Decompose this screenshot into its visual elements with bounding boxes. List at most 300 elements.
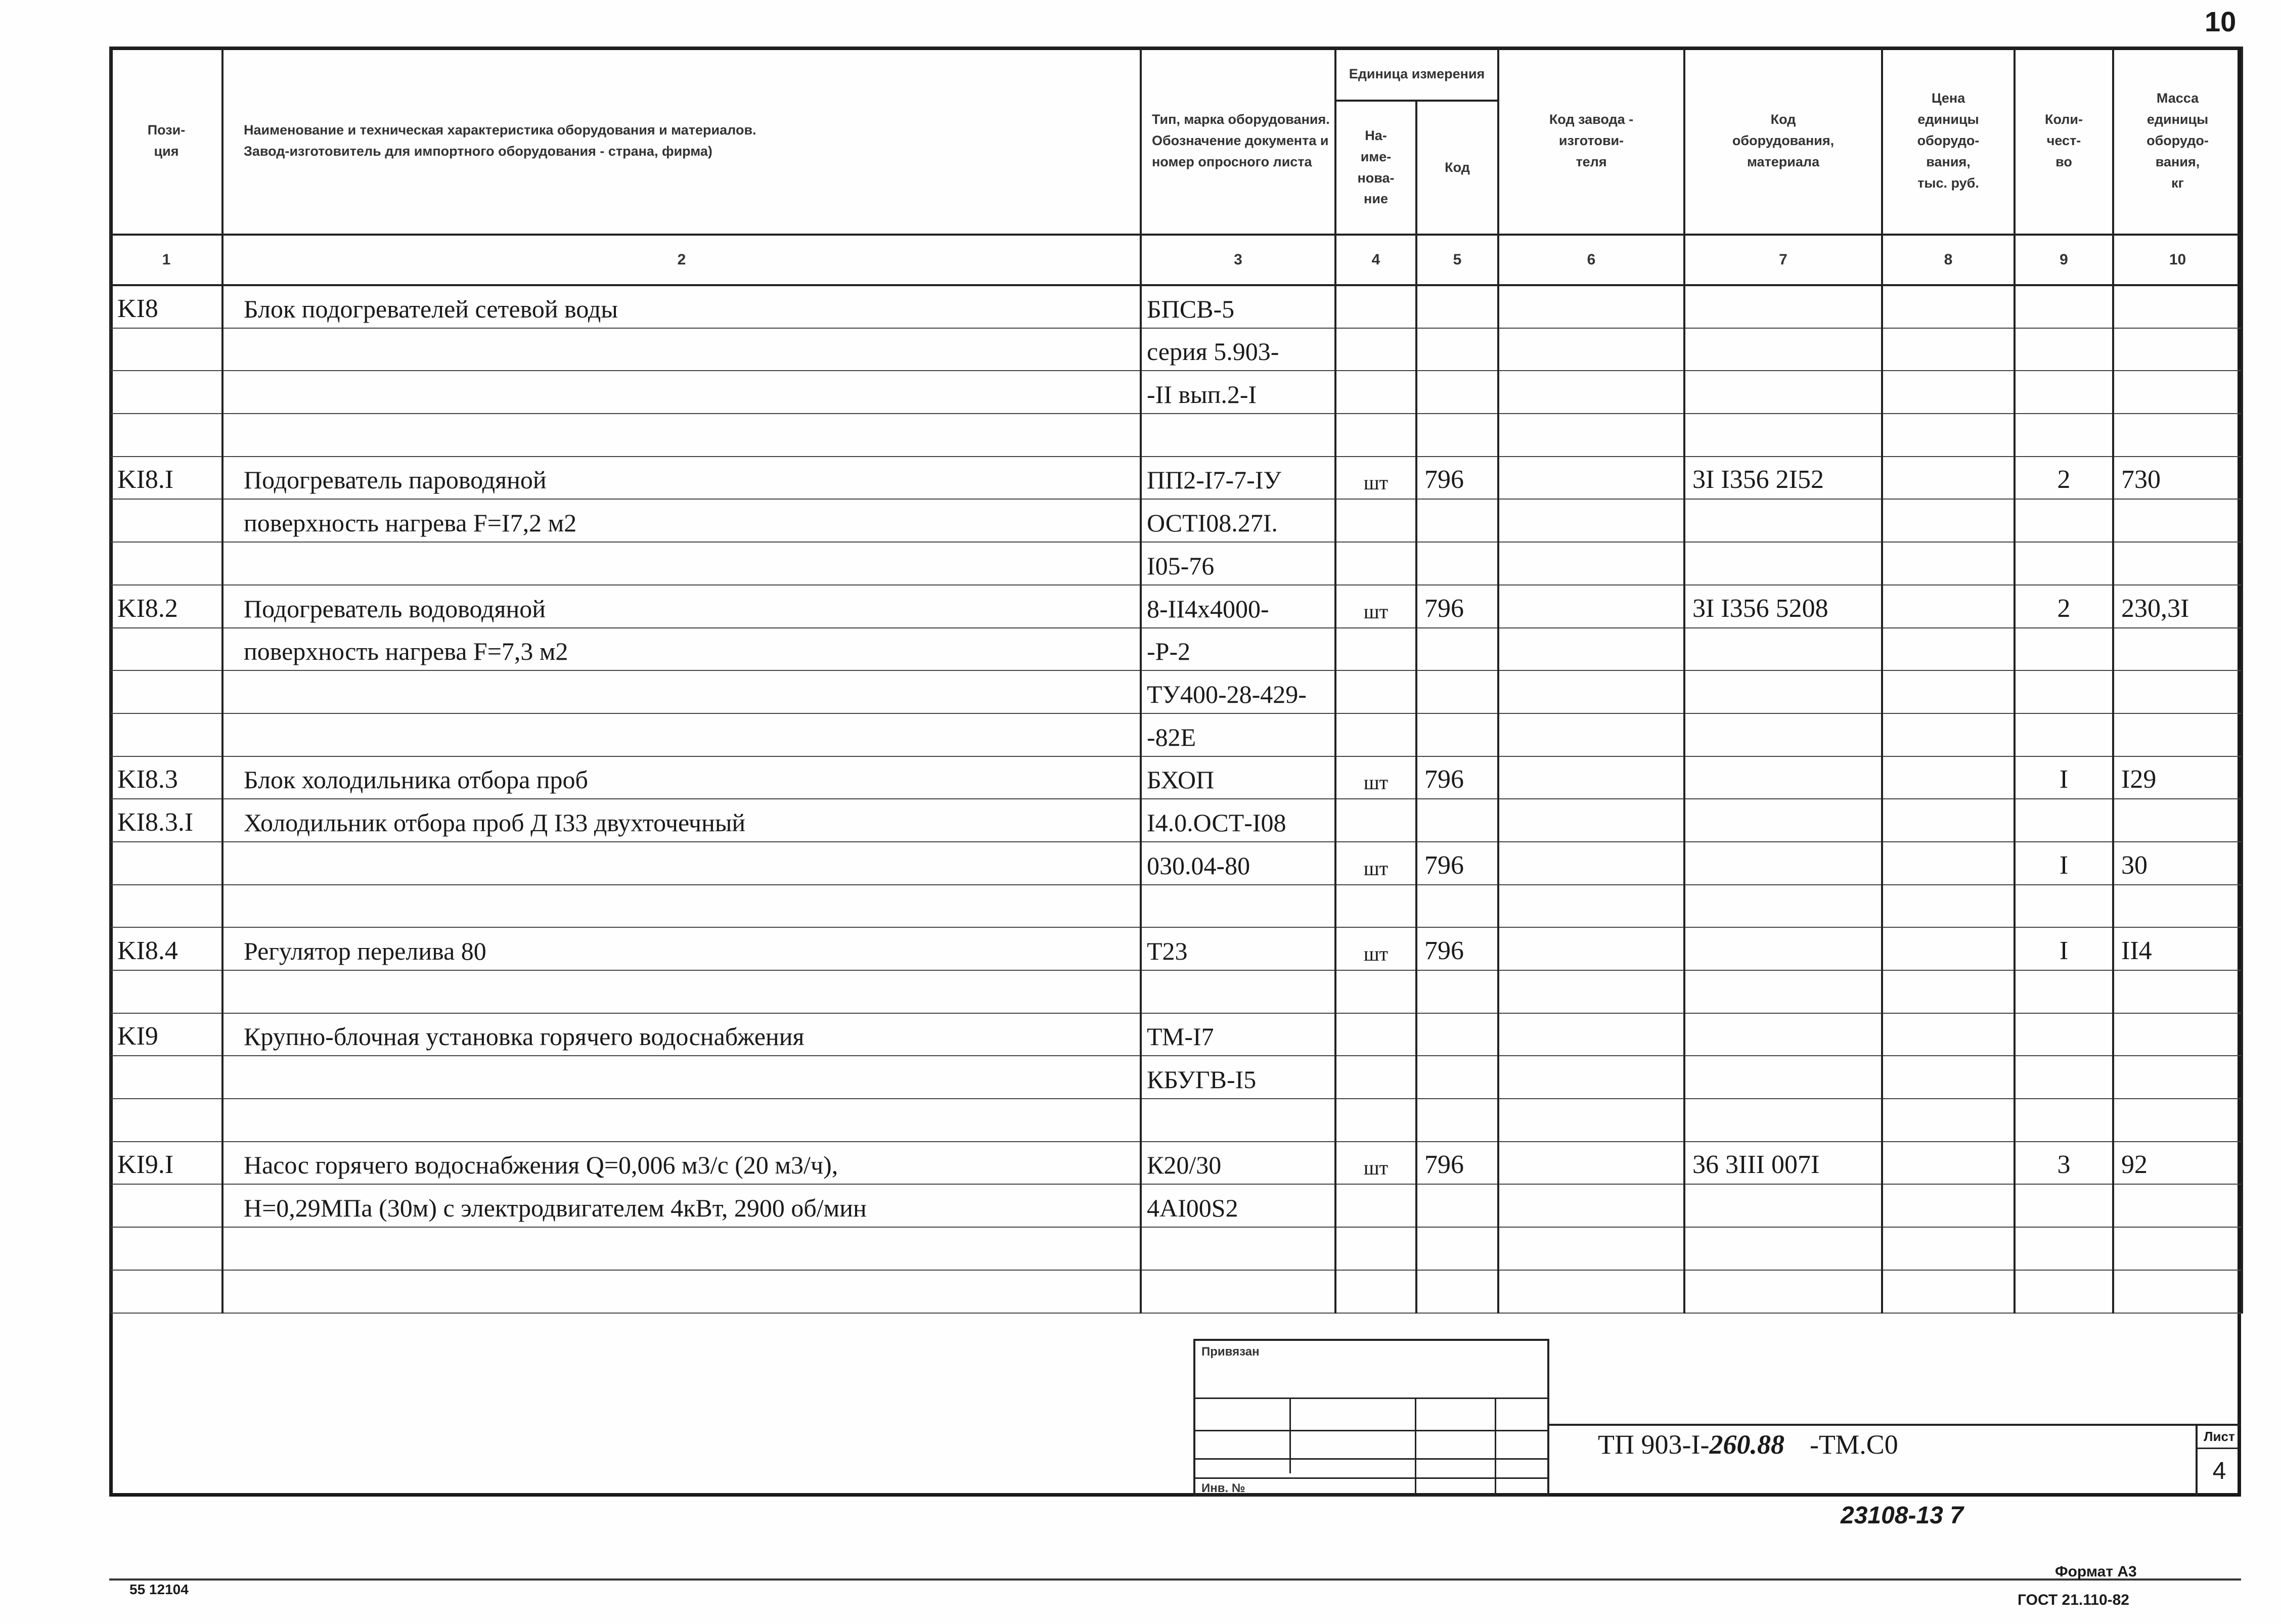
cell-name <box>222 1056 1141 1099</box>
cell-price <box>1882 414 2015 457</box>
header-name: Наименование и техническая характеристика оборудования и материалов. Завод-изготовитель для импортного оборудования - страна, фирма) <box>222 48 1141 235</box>
cell-name <box>222 371 1141 414</box>
cell-mass <box>2113 1013 2242 1056</box>
cell-maker-code <box>1498 457 1684 500</box>
column-number: 9 <box>2015 235 2113 285</box>
cell-name: Регулятор перелива 80 <box>222 927 1141 970</box>
cell-position <box>110 1056 222 1099</box>
cell-quantity: I <box>2015 756 2113 799</box>
cell-name <box>222 885 1141 928</box>
cell-price <box>1882 713 2015 756</box>
cell-type: ПП2-I7-7-IУ <box>1141 457 1335 500</box>
inventory-number: 23108-13 7 <box>1841 1502 1963 1529</box>
cell-maker-code <box>1498 756 1684 799</box>
cell-type: Т23 <box>1141 927 1335 970</box>
cell-quantity <box>2015 499 2113 542</box>
cell-quantity <box>2015 799 2113 842</box>
cell-unit-code <box>1416 799 1498 842</box>
cell-unit-name <box>1335 371 1416 414</box>
cell-quantity: 2 <box>2015 585 2113 628</box>
cell-maker-code <box>1498 885 1684 928</box>
cell-maker-code <box>1498 585 1684 628</box>
cell-quantity <box>2015 1227 2113 1270</box>
cell-type: ОСТI08.27I. <box>1141 499 1335 542</box>
cell-maker-code <box>1498 1099 1684 1142</box>
title-divider <box>1549 1424 2241 1426</box>
cell-name: Блок подогревателей сетевой воды <box>222 285 1141 328</box>
cell-price <box>1882 328 2015 371</box>
cell-unit-code <box>1416 499 1498 542</box>
cell-position: KI8.3.I <box>110 799 222 842</box>
table-row <box>110 585 2242 628</box>
cell-type: I4.0.ОСТ-I08 <box>1141 799 1335 842</box>
cell-price <box>1882 1056 2015 1099</box>
cell-unit-code <box>1416 1099 1498 1142</box>
cell-equipment-code <box>1684 756 1882 799</box>
cell-type <box>1141 1227 1335 1270</box>
cell-name: поверхность нагрева F=I7,2 м2 <box>222 499 1141 542</box>
cell-name <box>222 970 1141 1013</box>
cell-quantity <box>2015 628 2113 671</box>
cell-maker-code <box>1498 628 1684 671</box>
bottom-rule <box>109 1578 2241 1581</box>
document-code <box>1598 1429 1898 1460</box>
table-row <box>110 1056 2242 1099</box>
cell-quantity <box>2015 285 2113 328</box>
cell-name <box>222 670 1141 713</box>
table-row <box>110 670 2242 713</box>
cell-unit-name <box>1335 799 1416 842</box>
cell-position <box>110 1270 222 1313</box>
cell-name <box>222 1270 1141 1313</box>
cell-unit-name <box>1335 328 1416 371</box>
cell-equipment-code <box>1684 713 1882 756</box>
cell-position <box>110 713 222 756</box>
cell-price <box>1882 970 2015 1013</box>
cell-maker-code <box>1498 328 1684 371</box>
cell-position: KI8.2 <box>110 585 222 628</box>
cell-mass <box>2113 1270 2242 1313</box>
cell-unit-name: шт <box>1335 927 1416 970</box>
cell-quantity <box>2015 713 2113 756</box>
table-row <box>110 628 2242 671</box>
cell-equipment-code: 3I I356 5208 <box>1684 585 1882 628</box>
cell-maker-code <box>1498 414 1684 457</box>
doc-code-prefix: ТП 903-I- <box>1598 1429 1710 1460</box>
gost-label: ГОСТ 21.110-82 <box>2018 1592 2129 1608</box>
cell-equipment-code: 36 3III 007I <box>1684 1142 1882 1185</box>
table-row <box>110 1142 2242 1185</box>
cell-maker-code <box>1498 1184 1684 1227</box>
cell-position <box>110 414 222 457</box>
cell-unit-code <box>1416 885 1498 928</box>
cell-maker-code <box>1498 542 1684 585</box>
cell-maker-code <box>1498 371 1684 414</box>
cell-type: 4АI00S2 <box>1141 1184 1335 1227</box>
cell-name <box>222 1099 1141 1142</box>
cell-maker-code <box>1498 713 1684 756</box>
header-unit-group: Единица измерения <box>1335 48 1498 101</box>
cell-price <box>1882 1227 2015 1270</box>
cell-quantity <box>2015 328 2113 371</box>
sheet-number: 4 <box>2212 1458 2226 1484</box>
cell-unit-name <box>1335 1270 1416 1313</box>
cell-equipment-code <box>1684 414 1882 457</box>
cell-mass <box>2113 628 2242 671</box>
cell-unit-code <box>1416 1270 1498 1313</box>
cell-name <box>222 842 1141 885</box>
table-row <box>110 885 2242 928</box>
cell-quantity: 3 <box>2015 1142 2113 1185</box>
cell-position <box>110 328 222 371</box>
cell-unit-code <box>1416 285 1498 328</box>
header-type: Тип, марка оборудования. Обозначение документа и номер опросного листа <box>1141 48 1335 235</box>
cell-unit-name <box>1335 628 1416 671</box>
cell-maker-code <box>1498 285 1684 328</box>
cell-quantity: I <box>2015 927 2113 970</box>
cell-position <box>110 842 222 885</box>
cell-mass: 92 <box>2113 1142 2242 1185</box>
cell-position <box>110 371 222 414</box>
page-number-top: 10 <box>2205 6 2237 37</box>
doc-code-suffix: -ТМ.С0 <box>1809 1429 1898 1460</box>
cell-price <box>1882 499 2015 542</box>
cell-quantity <box>2015 670 2113 713</box>
cell-unit-code <box>1416 628 1498 671</box>
cell-quantity <box>2015 371 2113 414</box>
cell-equipment-code <box>1684 670 1882 713</box>
cell-unit-code: 796 <box>1416 457 1498 500</box>
cell-equipment-code <box>1684 927 1882 970</box>
table-row <box>110 799 2242 842</box>
column-number: 7 <box>1684 235 1882 285</box>
cell-position <box>110 670 222 713</box>
cell-mass: I29 <box>2113 756 2242 799</box>
cell-type <box>1141 1099 1335 1142</box>
cell-maker-code <box>1498 1270 1684 1313</box>
cell-unit-name <box>1335 1013 1416 1056</box>
cell-type: К20/30 <box>1141 1142 1335 1185</box>
cell-price <box>1882 670 2015 713</box>
cell-maker-code <box>1498 1227 1684 1270</box>
cell-price <box>1882 628 2015 671</box>
cell-equipment-code <box>1684 1099 1882 1142</box>
format-label: Формат А3 <box>2055 1563 2137 1580</box>
cell-maker-code <box>1498 842 1684 885</box>
cell-position <box>110 970 222 1013</box>
cell-unit-code <box>1416 542 1498 585</box>
cell-position: KI8.I <box>110 457 222 500</box>
table-row <box>110 842 2242 885</box>
cell-maker-code <box>1498 670 1684 713</box>
cell-position <box>110 1184 222 1227</box>
cell-unit-name <box>1335 499 1416 542</box>
cell-mass <box>2113 1184 2242 1227</box>
header-mass: Масса единицы оборудо- вания, кг <box>2113 48 2242 235</box>
cell-maker-code <box>1498 799 1684 842</box>
cell-mass <box>2113 799 2242 842</box>
cell-unit-name <box>1335 1227 1416 1270</box>
cell-unit-code: 796 <box>1416 842 1498 885</box>
cell-type: -82Е <box>1141 713 1335 756</box>
cell-position: KI9.I <box>110 1142 222 1185</box>
cell-unit-code <box>1416 414 1498 457</box>
cell-type <box>1141 1270 1335 1313</box>
cell-quantity <box>2015 1184 2113 1227</box>
cell-mass <box>2113 885 2242 928</box>
cell-mass <box>2113 713 2242 756</box>
header-maker-code: Код завода - изготови- теля <box>1498 48 1684 235</box>
table-row <box>110 414 2242 457</box>
cell-unit-name <box>1335 713 1416 756</box>
cell-unit-name <box>1335 542 1416 585</box>
sheet-box <box>2196 1424 2241 1497</box>
table-row <box>110 713 2242 756</box>
cell-mass <box>2113 1227 2242 1270</box>
column-number: 5 <box>1416 235 1498 285</box>
cell-name <box>222 1227 1141 1270</box>
cell-mass: 230,3I <box>2113 585 2242 628</box>
cell-quantity <box>2015 885 2113 928</box>
column-number: 6 <box>1498 235 1684 285</box>
cell-position: KI8.3 <box>110 756 222 799</box>
table-row <box>110 499 2242 542</box>
cell-unit-code: 796 <box>1416 927 1498 970</box>
cell-type: серия 5.903- <box>1141 328 1335 371</box>
table-row <box>110 371 2242 414</box>
cell-type <box>1141 885 1335 928</box>
cell-equipment-code <box>1684 628 1882 671</box>
cell-type: 8-II4х4000- <box>1141 585 1335 628</box>
cell-mass <box>2113 670 2242 713</box>
cell-type: ТМ-I7 <box>1141 1013 1335 1056</box>
archive-code: 55 12104 <box>129 1582 189 1597</box>
cell-price <box>1882 1270 2015 1313</box>
cell-unit-code <box>1416 970 1498 1013</box>
approval-box <box>1193 1339 1549 1497</box>
specification-table <box>109 47 2243 1314</box>
cell-unit-name <box>1335 1184 1416 1227</box>
header-unit-name: На- име- нова- ние <box>1335 101 1416 235</box>
cell-name <box>222 414 1141 457</box>
cell-name: Блок холодильника отбора проб <box>222 756 1141 799</box>
cell-maker-code <box>1498 1142 1684 1185</box>
doc-code-hand: 260.88 <box>1709 1429 1784 1460</box>
cell-equipment-code <box>1684 885 1882 928</box>
cell-maker-code <box>1498 1056 1684 1099</box>
column-number: 2 <box>222 235 1141 285</box>
cell-unit-name <box>1335 285 1416 328</box>
cell-equipment-code: 3I I356 2I52 <box>1684 457 1882 500</box>
cell-unit-code <box>1416 371 1498 414</box>
cell-position <box>110 542 222 585</box>
cell-quantity: 2 <box>2015 457 2113 500</box>
cell-position <box>110 628 222 671</box>
cell-quantity <box>2015 1013 2113 1056</box>
cell-name: Насос горячего водоснабжения Q=0,006 м3/с (20 м3/ч), <box>222 1142 1141 1185</box>
cell-quantity <box>2015 1270 2113 1313</box>
cell-mass <box>2113 1099 2242 1142</box>
cell-price <box>1882 371 2015 414</box>
table-row <box>110 756 2242 799</box>
cell-type: -II вып.2-I <box>1141 371 1335 414</box>
table-row <box>110 1184 2242 1227</box>
table-row <box>110 927 2242 970</box>
cell-type <box>1141 414 1335 457</box>
cell-mass <box>2113 328 2242 371</box>
cell-unit-code: 796 <box>1416 756 1498 799</box>
cell-price <box>1882 585 2015 628</box>
cell-mass <box>2113 970 2242 1013</box>
cell-quantity: I <box>2015 842 2113 885</box>
cell-equipment-code <box>1684 970 1882 1013</box>
cell-quantity <box>2015 1099 2113 1142</box>
cell-position: KI8.4 <box>110 927 222 970</box>
cell-type: БПСВ-5 <box>1141 285 1335 328</box>
cell-type: -Р-2 <box>1141 628 1335 671</box>
cell-position <box>110 885 222 928</box>
cell-equipment-code <box>1684 842 1882 885</box>
table-row <box>110 1227 2242 1270</box>
table-row <box>110 1099 2242 1142</box>
cell-position <box>110 1099 222 1142</box>
column-number: 3 <box>1141 235 1335 285</box>
cell-equipment-code <box>1684 371 1882 414</box>
cell-name: Крупно-блочная установка горячего водоснабжения <box>222 1013 1141 1056</box>
header-price: Цена единицы оборудо- вания, тыс. руб. <box>1882 48 2015 235</box>
table-row <box>110 328 2242 371</box>
cell-unit-name <box>1335 414 1416 457</box>
cell-unit-code <box>1416 1227 1498 1270</box>
header-equipment-code: Код оборудования, материала <box>1684 48 1882 235</box>
cell-equipment-code <box>1684 1013 1882 1056</box>
cell-type: 030.04-80 <box>1141 842 1335 885</box>
cell-unit-name: шт <box>1335 1142 1416 1185</box>
cell-unit-code: 796 <box>1416 585 1498 628</box>
cell-unit-name <box>1335 670 1416 713</box>
cell-equipment-code <box>1684 499 1882 542</box>
sheet-label: Лист <box>2198 1429 2241 1449</box>
cell-name: поверхность нагрева F=7,3 м2 <box>222 628 1141 671</box>
cell-unit-code <box>1416 713 1498 756</box>
cell-equipment-code <box>1684 799 1882 842</box>
cell-price <box>1882 885 2015 928</box>
cell-name <box>222 713 1141 756</box>
cell-unit-code <box>1416 1056 1498 1099</box>
cell-quantity <box>2015 414 2113 457</box>
cell-unit-code <box>1416 1013 1498 1056</box>
cell-maker-code <box>1498 1013 1684 1056</box>
cell-mass <box>2113 371 2242 414</box>
cell-mass <box>2113 542 2242 585</box>
cell-equipment-code <box>1684 1227 1882 1270</box>
cell-type <box>1141 970 1335 1013</box>
table-row <box>110 542 2242 585</box>
cell-price <box>1882 542 2015 585</box>
cell-price <box>1882 842 2015 885</box>
cell-maker-code <box>1498 970 1684 1013</box>
cell-type: КБУГВ-I5 <box>1141 1056 1335 1099</box>
cell-unit-name: шт <box>1335 756 1416 799</box>
column-number: 4 <box>1335 235 1416 285</box>
cell-mass <box>2113 414 2242 457</box>
cell-price <box>1882 457 2015 500</box>
cell-equipment-code <box>1684 328 1882 371</box>
cell-name <box>222 542 1141 585</box>
cell-name: Холодильник отбора проб Д I33 двухточечный <box>222 799 1141 842</box>
cell-unit-code <box>1416 328 1498 371</box>
cell-quantity <box>2015 1056 2113 1099</box>
cell-unit-name <box>1335 885 1416 928</box>
table-row <box>110 970 2242 1013</box>
cell-price <box>1882 1013 2015 1056</box>
cell-maker-code <box>1498 499 1684 542</box>
cell-price <box>1882 1099 2015 1142</box>
table-row <box>110 1013 2242 1056</box>
cell-equipment-code <box>1684 1056 1882 1099</box>
cell-equipment-code <box>1684 542 1882 585</box>
cell-equipment-code <box>1684 1184 1882 1227</box>
cell-quantity <box>2015 542 2113 585</box>
column-number: 1 <box>110 235 222 285</box>
cell-name: Подогреватель пароводяной <box>222 457 1141 500</box>
header-quantity: Коли- чест- во <box>2015 48 2113 235</box>
cell-price <box>1882 285 2015 328</box>
cell-unit-name: шт <box>1335 457 1416 500</box>
cell-name: Подогреватель водоводяной <box>222 585 1141 628</box>
cell-equipment-code <box>1684 1270 1882 1313</box>
cell-position <box>110 499 222 542</box>
header-position: Пози- ция <box>110 48 222 235</box>
cell-position <box>110 1227 222 1270</box>
cell-mass <box>2113 1056 2242 1099</box>
cell-price <box>1882 927 2015 970</box>
cell-unit-code <box>1416 1184 1498 1227</box>
cell-unit-name <box>1335 1099 1416 1142</box>
cell-price <box>1882 1184 2015 1227</box>
cell-position: KI9 <box>110 1013 222 1056</box>
cell-price <box>1882 799 2015 842</box>
table-row <box>110 1270 2242 1313</box>
cell-quantity <box>2015 970 2113 1013</box>
header-unit-code: Код <box>1416 101 1498 235</box>
table-row <box>110 457 2242 500</box>
cell-unit-name: шт <box>1335 842 1416 885</box>
column-number: 10 <box>2113 235 2242 285</box>
inv-no-label: Инв. № <box>1201 1481 1245 1495</box>
cell-name: Н=0,29МПа (30м) с электродвигателем 4кВт, 2900 об/мин <box>222 1184 1141 1227</box>
privyazan-label: Привязан <box>1201 1345 1260 1359</box>
cell-type: ТУ400-28-429- <box>1141 670 1335 713</box>
cell-mass: 730 <box>2113 457 2242 500</box>
cell-unit-code: 796 <box>1416 1142 1498 1185</box>
cell-unit-code <box>1416 670 1498 713</box>
cell-type: I05-76 <box>1141 542 1335 585</box>
cell-price <box>1882 1142 2015 1185</box>
cell-mass: II4 <box>2113 927 2242 970</box>
column-number: 8 <box>1882 235 2015 285</box>
cell-price <box>1882 756 2015 799</box>
cell-unit-name <box>1335 1056 1416 1099</box>
cell-mass <box>2113 285 2242 328</box>
cell-equipment-code <box>1684 285 1882 328</box>
title-block <box>1193 1339 2241 1497</box>
cell-type: БХОП <box>1141 756 1335 799</box>
cell-unit-name <box>1335 970 1416 1013</box>
cell-unit-name: шт <box>1335 585 1416 628</box>
cell-name <box>222 328 1141 371</box>
cell-mass <box>2113 499 2242 542</box>
